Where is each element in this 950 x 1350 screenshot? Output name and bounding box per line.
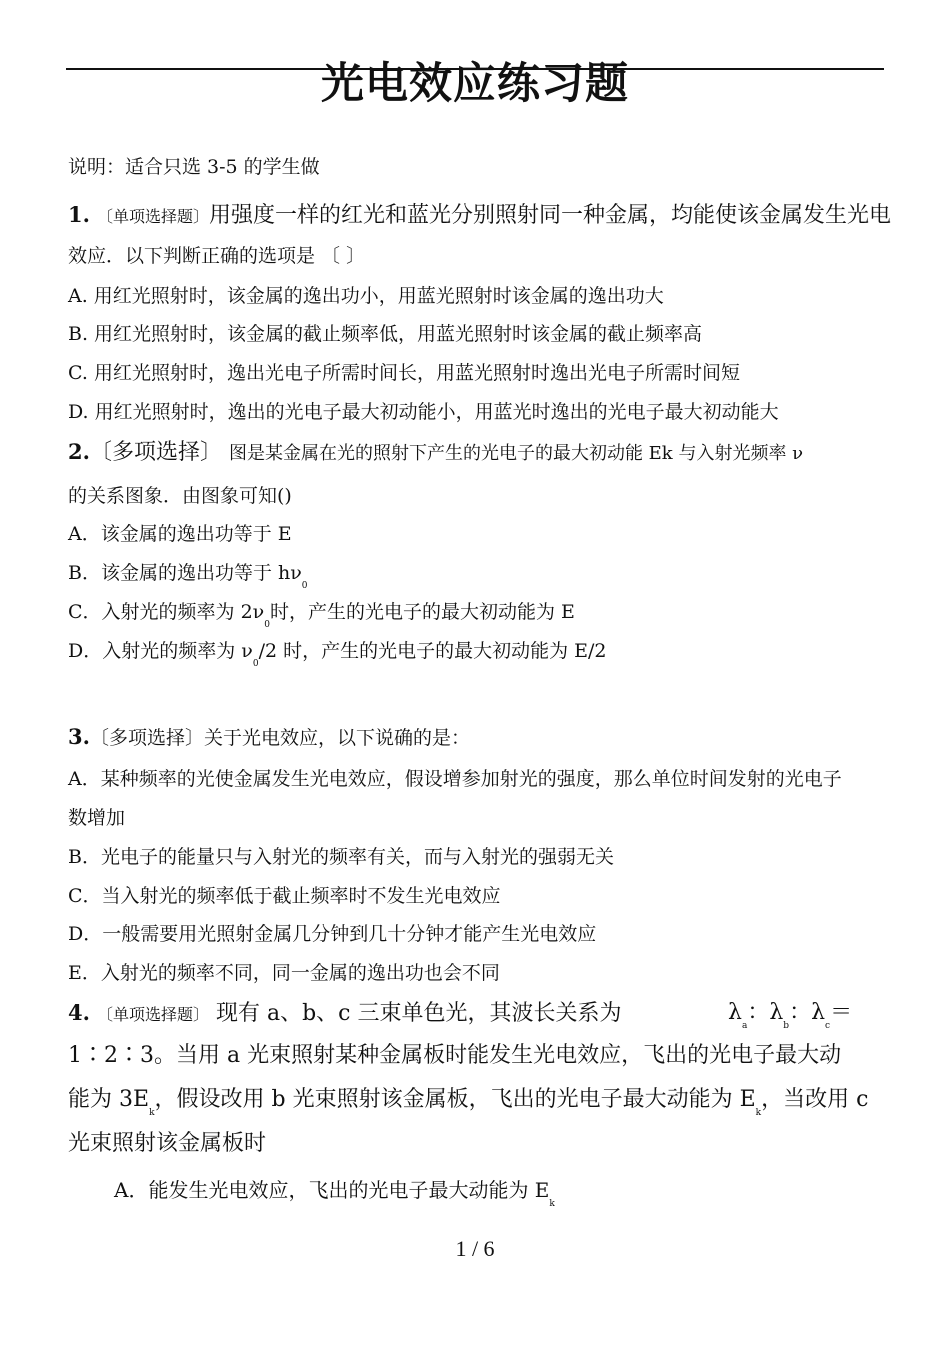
q3-option-b: B．光电子的能量只与入射光的频率有关，而与入射光的强弱无关 bbox=[68, 846, 614, 868]
q4-number: 4. bbox=[68, 1000, 90, 1025]
q4-option-a bbox=[114, 1177, 555, 1208]
q2-tag: 〔多项选择〕 bbox=[89, 440, 222, 465]
q1-number: 1. bbox=[68, 202, 90, 227]
ratio-colon: ： bbox=[789, 1000, 812, 1025]
q1-stem-line2: 效应．以下判断正确的选项是 〔 〕 bbox=[68, 245, 366, 267]
q4-option-a-text: A．能发生光电效应，飞出的光电子最大动能为 E bbox=[114, 1178, 550, 1202]
q4-line3-text-a: 能为 3E bbox=[68, 1087, 150, 1112]
q4-line3-text-c: ，当改用 c bbox=[761, 1087, 869, 1112]
subscript-k: k bbox=[149, 1108, 155, 1118]
q3-option-d: D．一般需要用光照射金属几分钟到几十分钟才能产生光电效应 bbox=[68, 923, 597, 945]
subscript-b: b bbox=[783, 1021, 790, 1031]
q3-option-c: C．当入射光的频率低于截止频率时不发生光电效应 bbox=[68, 885, 501, 907]
q1-option-a: A. 用红光照射时，该金属的逸出功小，用蓝光照射时该金属的逸出功大 bbox=[68, 285, 664, 307]
q4-stem-line2: 1∶2∶3。当用 a 光束照射某种金属板时能发生光电效应，飞出的光电子最大动 bbox=[68, 1043, 842, 1068]
subscript-k: k bbox=[755, 1108, 762, 1118]
q2-option-d-text-end: /2 时，产生的光电子的最大初动能为 E/2 bbox=[258, 640, 607, 662]
note: 说明：适合只选 3-5 的学生做 bbox=[68, 156, 320, 178]
ratio-colon: ： bbox=[747, 1000, 770, 1025]
q2-number: 2. bbox=[68, 439, 90, 464]
q2-option-c-text-end: 时，产生的光电子的最大初动能为 E bbox=[269, 601, 575, 623]
page-title: 光电效应练习题 bbox=[321, 59, 629, 109]
q2-option-a: A．该金属的逸出功等于 E bbox=[68, 523, 292, 545]
q2-stem-text: 图是某金属在光的照射下产生的光电子的最大初动能 Ek 与入射光频率 ν bbox=[228, 443, 804, 464]
q2-option-c-text: C．入射光的频率为 2ν bbox=[68, 601, 265, 623]
q4-stem-text: 现有 a、b、c 三束单色光，其波长关系为 bbox=[215, 1001, 622, 1026]
lambda-symbol: λ bbox=[769, 1000, 784, 1025]
q3-number: 3. bbox=[68, 724, 90, 749]
q2-option-c bbox=[68, 599, 575, 629]
q2-stem-line2: 的关系图象．由图象可知() bbox=[68, 485, 292, 507]
q1-option-c: C. 用红光照射时，逸出光电子所需时间长，用蓝光照射时逸出光电子所需时间短 bbox=[68, 362, 740, 384]
q2-option-b bbox=[68, 560, 308, 590]
q1-tag: 〔单项选择题〕 bbox=[96, 207, 209, 226]
subscript-0: 0 bbox=[301, 581, 308, 591]
lambda-symbol: λ bbox=[811, 1000, 826, 1025]
q1-stem-line1 bbox=[68, 200, 891, 232]
q4-stem-line3 bbox=[68, 1085, 868, 1119]
subscript-0: 0 bbox=[252, 659, 259, 669]
q3-stem-text: 〔多项选择〕关于光电效应，以下说确的是： bbox=[89, 727, 470, 749]
q4-stem-line4: 光束照射该金属板时 bbox=[68, 1131, 267, 1156]
q1-option-b: B. 用红光照射时，该金属的截止频率低，用蓝光照射时该金属的截止频率高 bbox=[68, 323, 703, 345]
q2-option-d-text: D．入射光的频率为 ν bbox=[68, 640, 253, 662]
q4-wavelength-ratio bbox=[728, 998, 852, 1032]
subscript-k: k bbox=[549, 1199, 555, 1209]
q3-option-e: E．入射光的频率不同，同一金属的逸出功也会不同 bbox=[68, 962, 500, 984]
page-number: 1 / 6 bbox=[455, 1236, 495, 1261]
q4-line3-text-b: ，假设改用 b 光束照射该金属板，飞出的光电子最大动能为 E bbox=[154, 1087, 756, 1112]
q3-option-a-cont: 数增加 bbox=[68, 807, 126, 829]
subscript-c: c bbox=[825, 1021, 831, 1031]
q1-option-d: D. 用红光照射时，逸出的光电子最大初动能小，用蓝光时逸出的光电子最大初动能大 bbox=[68, 401, 779, 423]
q3-stem bbox=[68, 724, 470, 751]
q1-stem-text: 用强度一样的红光和蓝光分别照射同一种金属，均能使该金属发生光电 bbox=[208, 203, 891, 228]
lambda-symbol: λ bbox=[728, 1000, 742, 1025]
q2-stem-line1 bbox=[68, 437, 803, 469]
subscript-0: 0 bbox=[264, 620, 270, 630]
q2-option-d bbox=[68, 638, 607, 668]
q4-stem-line1 bbox=[68, 998, 621, 1030]
q3-option-a: A．某种频率的光使金属发生光电效应，假设增参加射光的强度，那么单位时间发射的光电子 bbox=[68, 768, 842, 790]
subscript-a: a bbox=[741, 1021, 748, 1031]
equals-sign: ＝ bbox=[830, 1000, 853, 1025]
q4-tag: 〔单项选择题〕 bbox=[96, 1005, 209, 1024]
q2-option-b-text: B．该金属的逸出功等于 hν bbox=[68, 562, 302, 584]
